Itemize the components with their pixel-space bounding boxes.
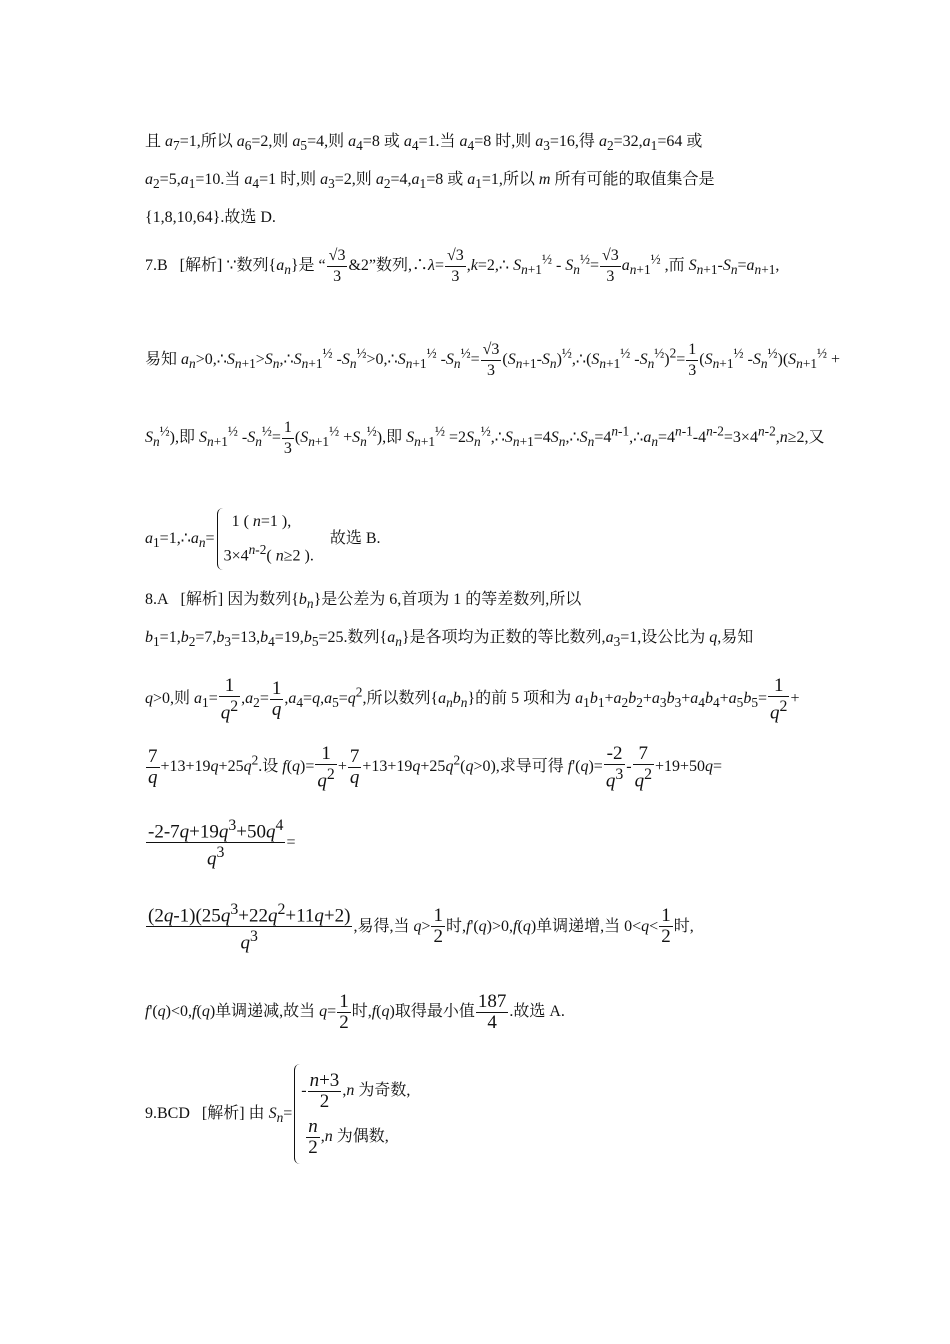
problem-9-line — [145, 1064, 410, 1164]
problem-7-text: 7.B [解析] ∵数列$\{a_n\}$是 “ $\frac{√3}{3}$ &2”数列,∴λ= $\frac{√3}{3}$ ,k=2,∴ $S_{n+1}^{\frac{1}{2}} - S_n^{\frac{1}{2}}=$ $\frac{√3}{3}$ $a_{n+1}^{\frac{1}{2}}$ ,而 $S_{n+1}-S_n=a_{n+1}$, — [145, 247, 780, 285]
problem-7-line-2 — [145, 340, 840, 381]
problem-7-line-3 — [145, 418, 825, 459]
problem-8-text-5: $\frac{-2-7q+19q^3+50q^4}{q^3}$ = — [148, 817, 296, 870]
problem-8-line-3 — [145, 676, 799, 723]
problem-8-text: 8.A [解析] 因为数列$\{b_n\}$是公差为 6,首项为 1 的等差数列,所以 — [145, 591, 582, 612]
text-line-1 — [145, 128, 702, 154]
problem-8-text-2: $b_1=1,b_2=7,b_3=13,b_4=19,b_5=25$.数列$\{a_n\}$是各项均为正数的等比数列$,a_3=1$,设公比为 q,易知 — [145, 629, 754, 650]
problem-8-text-6: $\frac{(2q-1)(25q^3+22q^2+11q+2)}{q^3}$ ,易得,当 q> $\frac{1}{2}$ 时,f'(q)>0,f(q)单调递增,当 0<q< $\frac{1}{2}$ 时, — [148, 901, 694, 954]
problem-8-text-7: f'(q)<0,f(q)单调递减,故当 q= $\frac{1}{2}$ 时,f(q)取得最小值 $\frac{187}{4}$ .故选 A. — [145, 991, 565, 1033]
problem-8-line-5 — [145, 816, 295, 870]
problem-8-line-4 — [145, 744, 722, 791]
problem-7-line-4 — [145, 508, 381, 570]
problem-7-text-3: $S_n^{\frac{1}{2}}$),即 $S_{n+1}^{\frac{1}{2}}$ $-S_n^{\frac{1}{2}}=$ $\frac{1}{3}$ $(S_{n+1}^{\frac{1}{2}} +S_n^{\frac{1}{2}})$,即 $S_{n+1}^{\frac{1}{2}}$ $=2S_n^{\frac{1}{2}},\therefore S_{n+1}=4S_n,\therefore S_n=4^{n-1},\therefore a_n=4^{n-1}-4^{n-2}=3\times 4^{n-2},n\ge 2$,又 — [145, 419, 825, 457]
text-line-2 — [145, 166, 715, 192]
problem-7-text-4: $a_1=1,\therefore a_n=$ 1 ( n=1 ), $3\times 4^{n-2}$( n≥2 ). 故选 B. — [145, 530, 381, 547]
problem-7-line — [145, 246, 779, 287]
problem-8-line — [145, 586, 581, 612]
problem-8-text-3: q>0,则 $a_1=$ $\frac{1}{q^2}$ $,a_2=$ $\frac{1}{q}$ $,a_4=q,a_5=q^2$,所以数列$\{a_nb_n\}$的前 5 项和为 $a_1b_1+a_2b_2+a_3b_3+a_4b_4+a_5b_5=$ $\frac{1}{q^2}$ + — [145, 675, 800, 724]
problem-8-text-4: $\frac{7}{q}$ $+13+19q+25q^2$.设 f(q)= $\frac{1}{q^2}$ + $\frac{7}{q}$ $+13+19q+25q^2(q>0)$,求导可得 f'(q)= $\frac{-2}{q^3}$ - $\frac{7}{q^2}$ +19+50q= — [148, 743, 723, 792]
problem-8-line-7 — [145, 992, 565, 1033]
text-line-3 — [145, 204, 276, 227]
line-1-text: 且 $a_7=1$,所以 $a_6=2$,则 $a_5=4$,则 $a_4=8$ 或 $a_4=1$.当 $a_4=8$ 时,则 $a_3=16$,得 $a_2=32,a_1=64$ 或 — [145, 133, 703, 154]
line-3-text: {1,8,10,64}.故选 D. — [145, 209, 276, 226]
line-2-text: $a_2=5,a_1=10$.当 $a_4=1$ 时,则 $a_3=2$,则 $a_2=4,a_1=8$ 或 $a_1=1$,所以 m 所有可能的取值集合是 — [145, 171, 715, 192]
problem-8-line-6 — [145, 900, 694, 954]
problem-7-text-2: 易知 $a_n>0,\therefore S_{n+1}>S_n,\therefore S_{n+1}^{\frac{1}{2}}$ $-S_n^{\frac{1}{2}}>0,\therefore S_{n+1}^{\frac{1}{2}}$ $-S_n^{\frac{1}{2}}=$ $\frac{√3}{3}$ $(S_{n+1}-S_n)^{\frac{1}{2}},\therefore(S_{n+1}^{\frac{1}{2}}$ $-S_n^{\frac{1}{2}})^2=$ $\frac{1}{3}$ ($S_{n+1}^{\frac{1}{2}}$ $-S_n^{\frac{1}{2}})(S_{n+1}^{\frac{1}{2}}$ + — [145, 341, 841, 379]
problem-8-line-2 — [145, 624, 753, 650]
problem-9-text: 9.BCD [解析] 由 $S_n=$ - $\frac{n+3}{2}$ ,n 为奇数, $\frac{n}{2}$ ,n 为偶数, — [145, 1105, 410, 1122]
